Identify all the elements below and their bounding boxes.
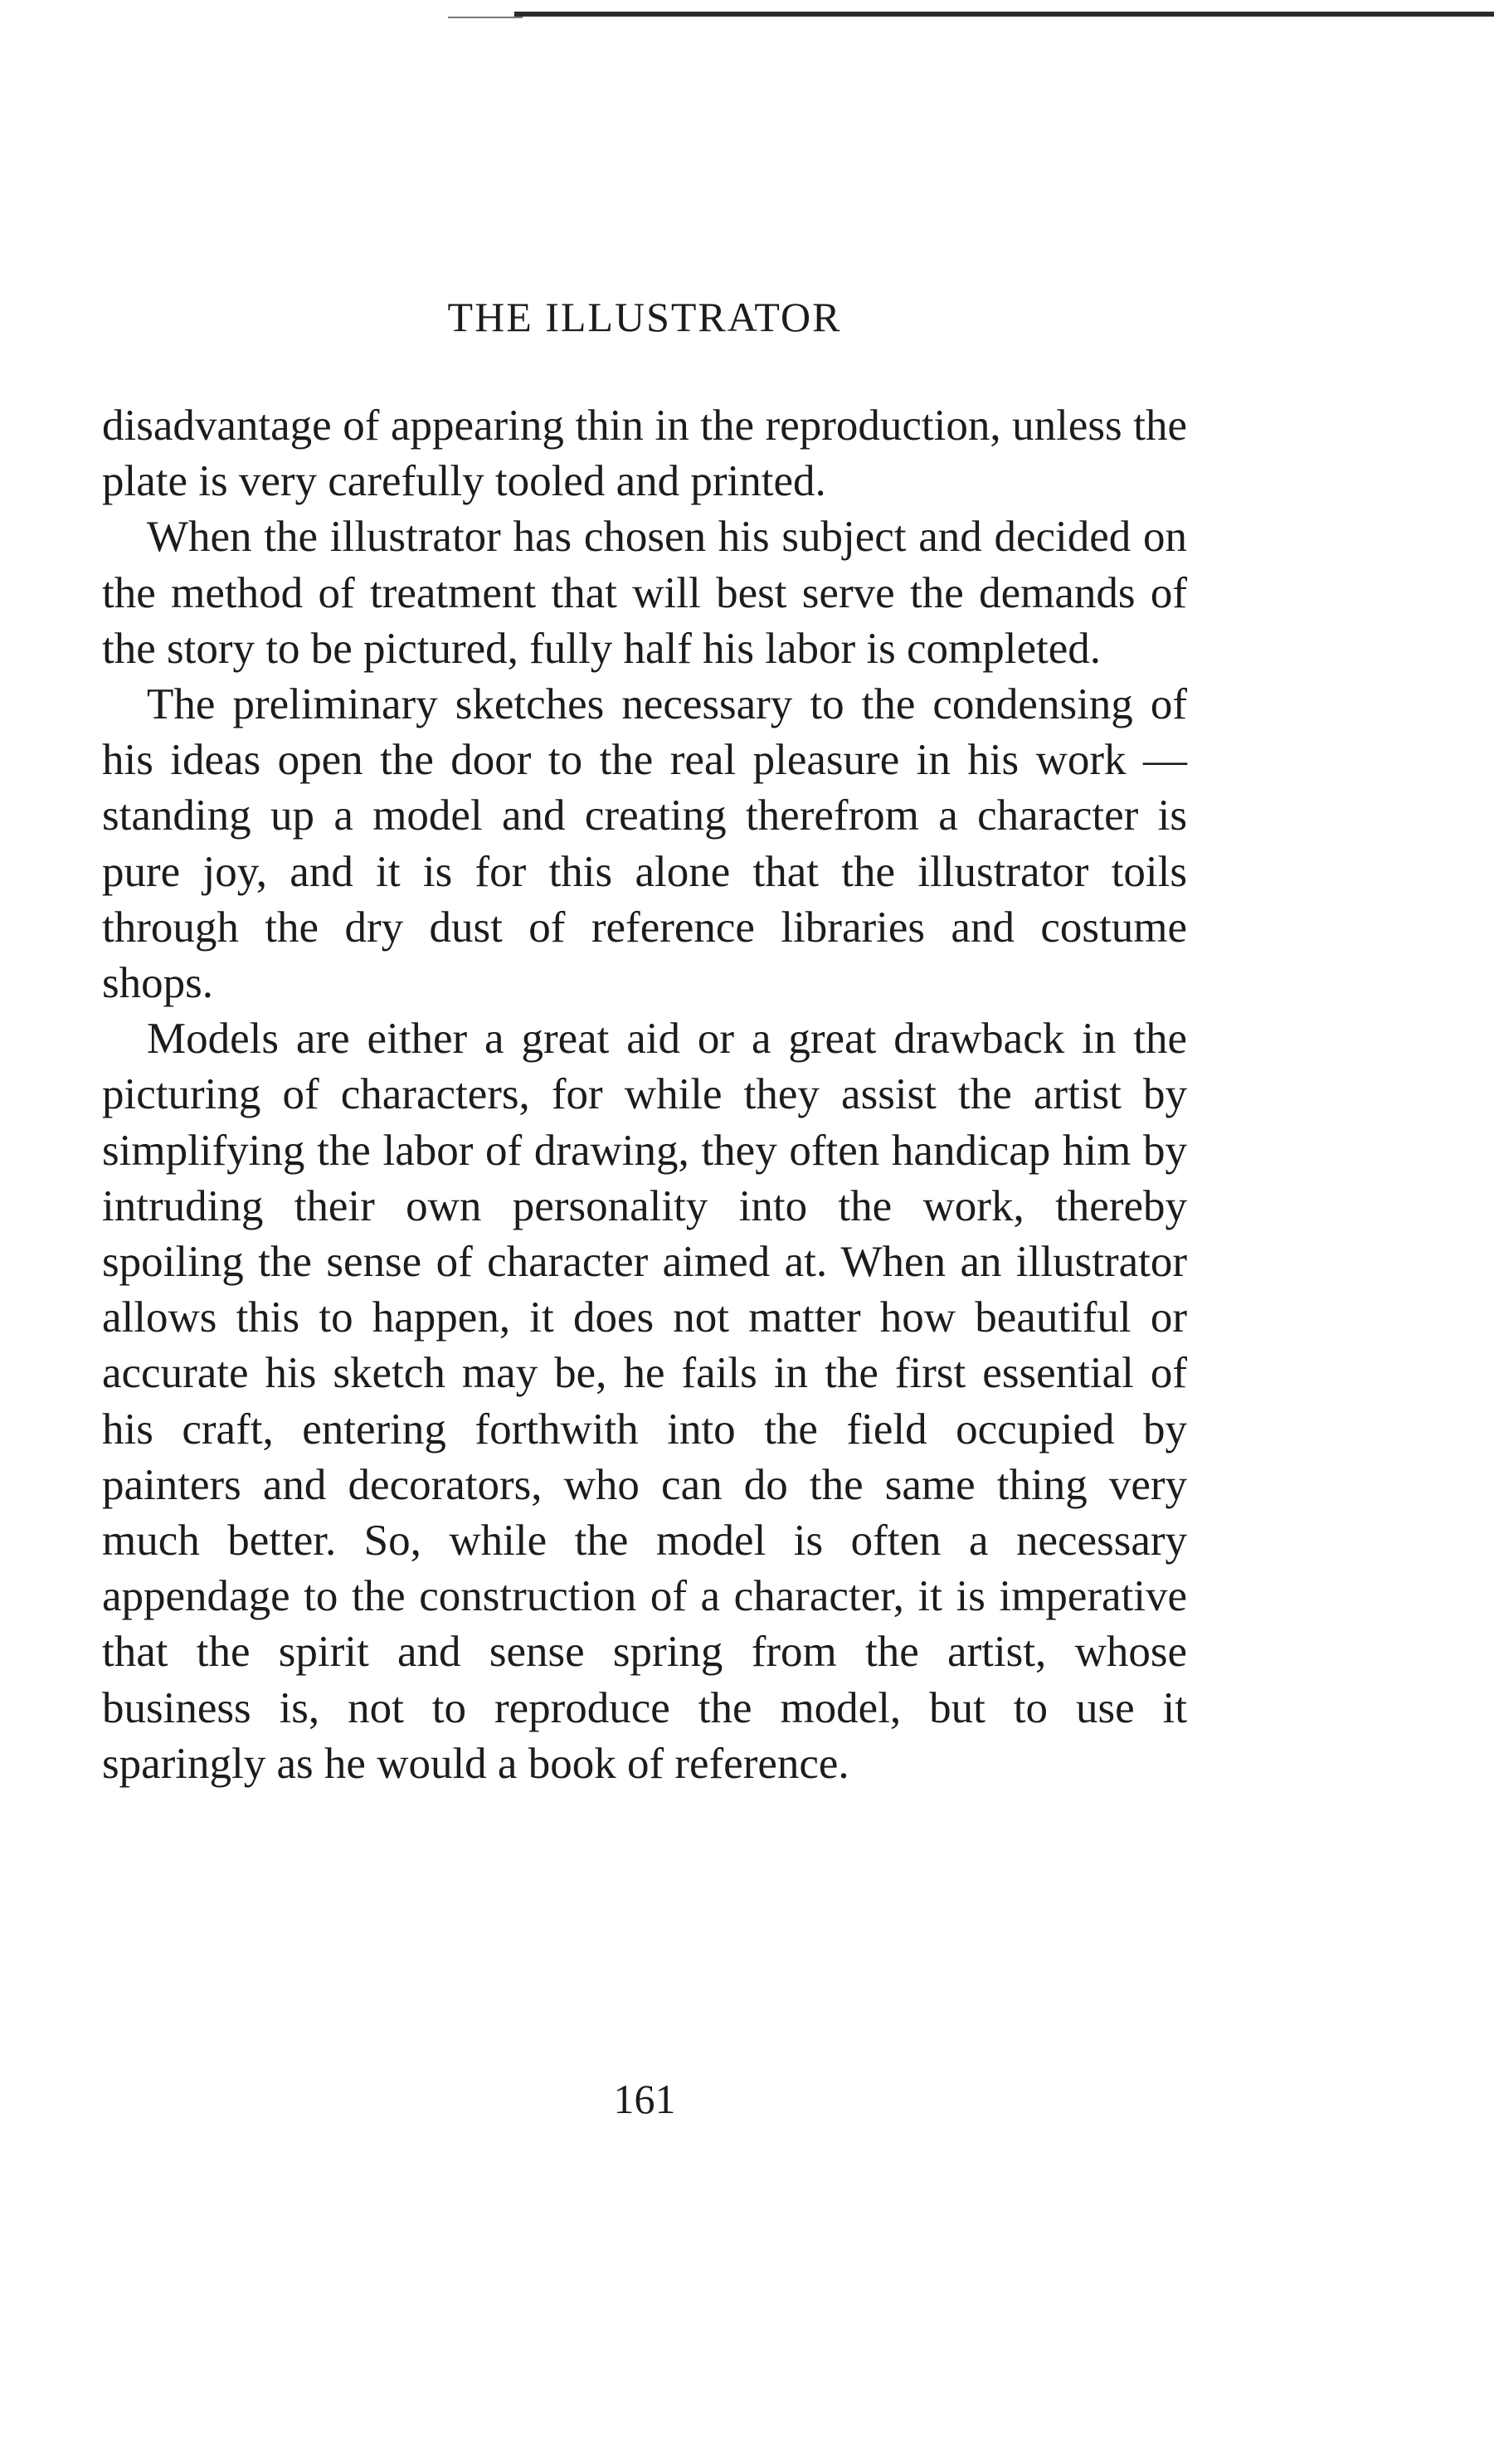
- paragraph: Models are either a great aid or a great drawback in the picturing of characters, for while they assist the artist by simplifying the labor of drawing, they often handicap him by intruding their own personality into the work, thereby spoiling the sense of character aimed at. When an illustrator allows this to happen, it does not matter how beautiful or accurate his sketch may be, he fails in the first essential of his craft, entering forthwith into the field occupied by painters and decorators, who can do the same thing very much better. So, while the model is often a necessary appendage to the construction of a character, it is imperative that the spirit and sense spring from the artist, whose business is, not to reproduce the model, but to use it sparingly as he would a book of reference.: [102, 1015, 1187, 1788]
- scan-edge-rule: [514, 12, 1494, 17]
- scan-edge-mark: [448, 17, 523, 18]
- page-number: 161: [613, 2076, 676, 2122]
- paragraph: The preliminary sketches necessary to the condensing of his ideas open the door to the real pleasure in his work — standing up a model and creating therefrom a character is pure joy, and it is for this alone that the illustrator toils through the dry dust of reference libraries and costume shops.: [102, 680, 1187, 1008]
- body-text: [102, 398, 1187, 1792]
- paragraph-continuation: disadvantage of appearing thin in the reproduction, unless the plate is very carefully tooled and printed.: [102, 402, 1187, 506]
- paragraph: When the illustrator has chosen his subject and decided on the method of treatment that will best serve the demands of the story to be pictured, fully half his labor is completed.: [102, 513, 1187, 673]
- running-head: THE ILLUSTRATOR: [447, 294, 842, 340]
